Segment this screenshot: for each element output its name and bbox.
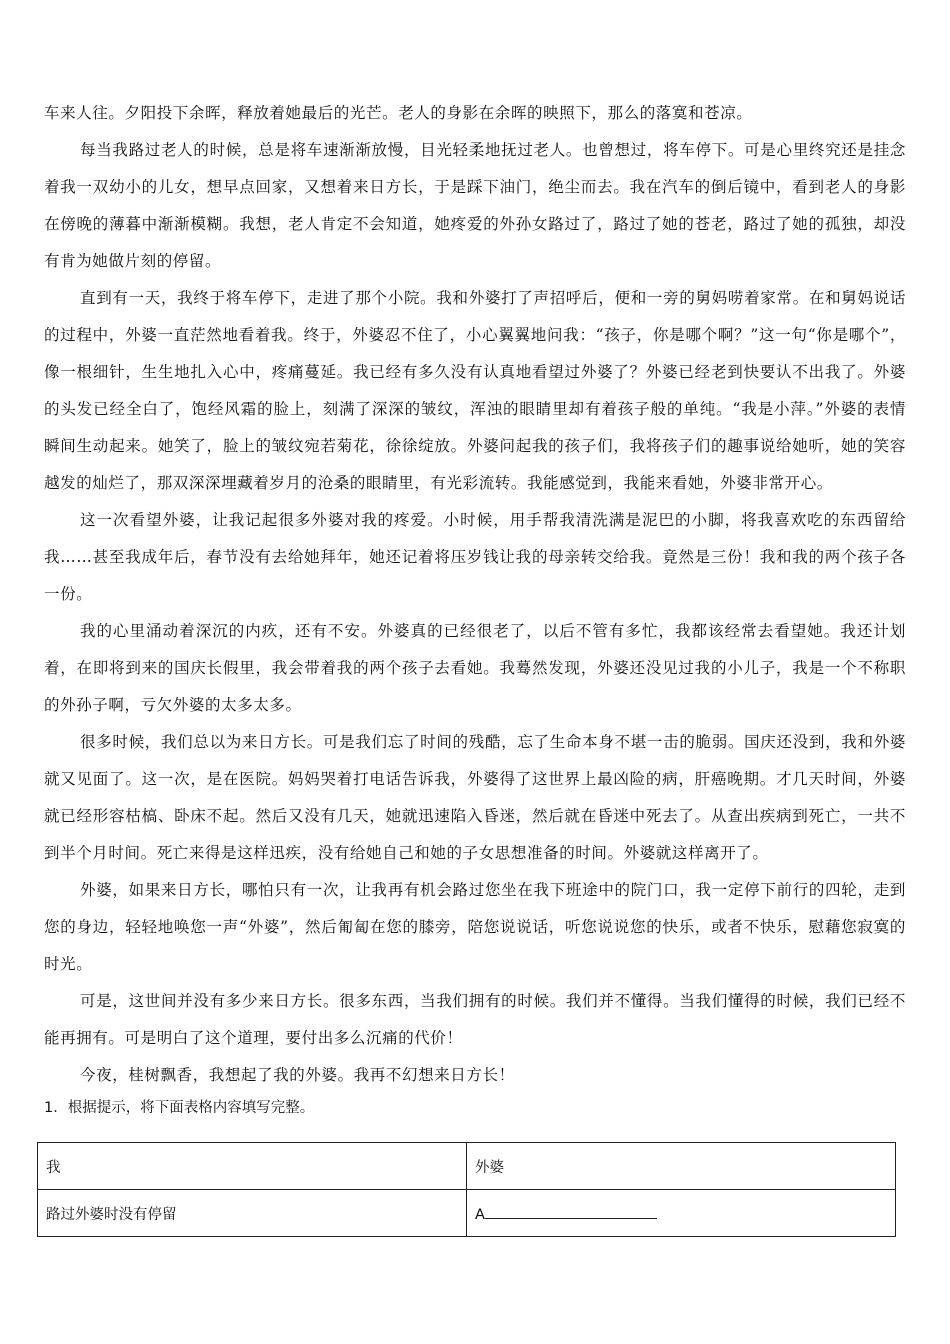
table-header-cell-grandma: 外婆: [467, 1143, 896, 1190]
table-cell-me: 路过外婆时没有停留: [38, 1190, 467, 1237]
passage: [44, 95, 906, 1120]
answer-table: [37, 1142, 896, 1237]
table-row: [38, 1190, 896, 1237]
table-header-row: [38, 1143, 896, 1190]
paragraph: 直到有一天，我终于将车停下，走进了那个小院。我和外婆打了声招呼后，便和一旁的舅妈唠着家常。在和舅妈说话的过程中，外婆一直茫然地看着我。终于，外婆忍不住了，小心翼翼地问我：“孩子，你是哪个啊？”这一句“你是哪个”，像一根细针，生生地扎入心中，疼痛蔓延。我已经有多久没有认真地看望过外婆了？外婆已经老到快要认不出我了。外婆的头发已经全白了，饱经风霜的脸上，刻满了深深的皱纹，浑浊的眼睛里却有着孩子般的单纯。“我是小萍。”外婆的表情瞬间生动起来。她笑了，脸上的皱纹宛若菊花，徐徐绽放。外婆问起我的孩子们，我将孩子们的趣事说给她听，她的笑容越发的灿烂了，那双深深埋藏着岁月的沧桑的眼睛里，有光彩流转。我能感觉到，我能来看她，外婆非常开心。: [44, 289, 906, 492]
paragraph: 每当我路过老人的时候，总是将车速渐渐放慢，目光轻柔地抚过老人。也曾想过，将车停下。可是心里终究还是挂念着我一双幼小的儿女，想早点回家，又想着来日方长，于是踩下油门，绝尘而去。我在汽车的倒后镜中，看到老人的身影在傍晚的薄暮中渐渐模糊。我想，老人肯定不会知道，她疼爱的外孙女路过了，路过了她的苍老，路过了她的孤独，却没有肯为她做片刻的停留。: [44, 141, 906, 270]
answer-blank[interactable]: [485, 1204, 657, 1219]
paragraph: 我的心里涌动着深沉的内疚，还有不安。外婆真的已经很老了，以后不管有多忙，我都该经常去看望她。我还计划着，在即将到来的国庆长假里，我会带着我的两个孩子去看她。我蓦然发现，外婆还没见过我的小儿子，我是一个不称职的外孙子啊，亏欠外婆的太多太多。: [44, 622, 906, 714]
paragraph: 可是，这世间并没有多少来日方长。很多东西，当我们拥有的时候。我们并不懂得。当我们懂得的时候，我们已经不能再拥有。可是明白了这个道理，要付出多么沉痛的代价！: [44, 992, 906, 1047]
paragraph: 这一次看望外婆，让我记起很多外婆对我的疼爱。小时候，用手帮我清洗满是泥巴的小脚，将我喜欢吃的东西留给我……甚至我成年后，春节没有去给她拜年，她还记着将压岁钱让我的母亲转交给我。竟然是三份！我和我的两个孩子各一份。: [44, 511, 906, 603]
answer-label: A: [475, 1206, 485, 1223]
question-prompt: 1．根据提示，将下面表格内容填写完整。: [44, 1100, 315, 1116]
table-cell-grandma[interactable]: [467, 1190, 896, 1237]
paragraph: 很多时候，我们总以为来日方长。可是我们忘了时间的残酷，忘了生命本身不堪一击的脆弱。国庆还没到，我和外婆就又见面了。这一次，是在医院。妈妈哭着打电话告诉我，外婆得了这世界上最凶险的病，肝癌晚期。才几天时间，外婆就已经形容枯槁、卧床不起。然后又没有几天，她就迅速陷入昏迷，然后就在昏迷中死去了。从查出疾病到死亡，一共不到半个月时间。死亡来得是这样迅疾，没有给她自己和她的子女思想准备的时间。外婆就这样离开了。: [44, 733, 906, 862]
paragraph: 外婆，如果来日方长，哪怕只有一次，让我再有机会路过您坐在我下班途中的院门口，我一定停下前行的四轮，走到您的身边，轻轻地唤您一声“外婆”，然后匍匐在您的膝旁，陪您说说话，听您说说您的快乐，或者不快乐，慰藉您寂寞的时光。: [44, 881, 906, 973]
paragraph: 今夜，桂树飘香，我想起了我的外婆。我再不幻想来日方长！: [80, 1066, 515, 1084]
paragraph: 车来人往。夕阳投下余晖，释放着她最后的光芒。老人的身影在余晖的映照下，那么的落寞和苍凉。: [44, 104, 753, 122]
table-header-cell-me: 我: [38, 1143, 467, 1190]
